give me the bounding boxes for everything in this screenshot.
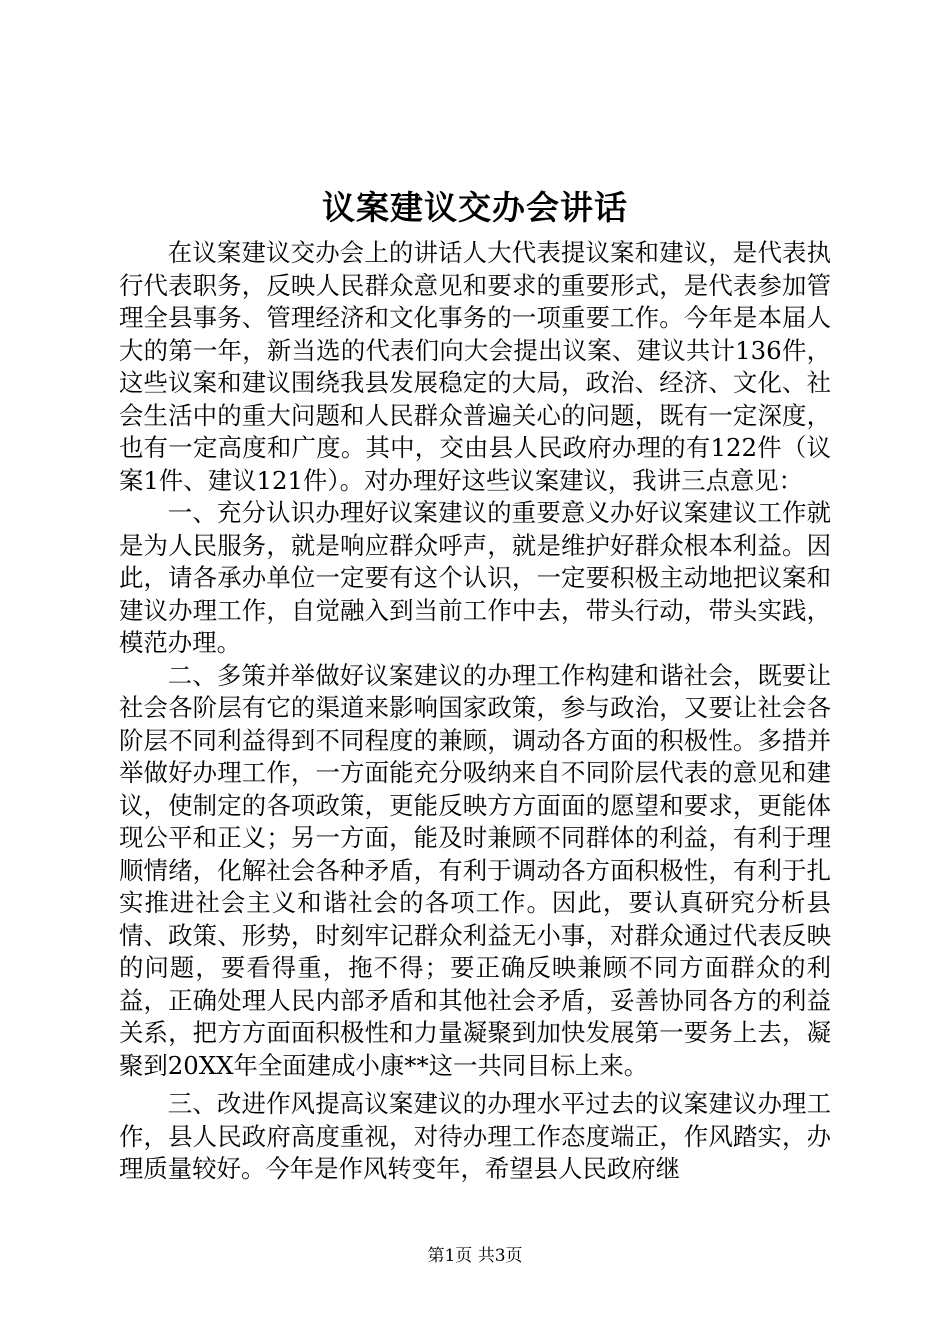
paragraph-intro: 在议案建议交办会上的讲话人大代表提议案和建议，是代表执行代表职务，反映人民群众意见和要求的重要形式，是代表参加管理全县事务、管理经济和文化事务的一项重要工作。今年是本届人大的第一年，新当选的代表们向大会提出议案、建议共计136件，这些议案和建议围绕我县发展稳定的大局，政治、经济、文化、社会生活中的重大问题和人民群众普遍关心的问题，既有一定深度，也有一定高度和广度。其中，交由县人民政府办理的有122件（议案1件、建议121件）。对办理好这些议案建议，我讲三点意见： — [119, 238, 831, 495]
document-body — [119, 237, 831, 1186]
paragraph-point-two: 二、多策并举做好议案建议的办理工作构建和谐社会，既要让社会各阶层有它的渠道来影响国家政策，参与政治，又要让社会各阶层不同利益得到不同程度的兼顾，调动各方面的积极性。多措并举做好办理工作，一方面能充分吸纳来自不同阶层代表的意见和建议，使制定的各项政策，更能反映方方面面的愿望和要求，更能体现公平和正义；另一方面，能及时兼顾不同群体的利益，有利于理顺情绪，化解社会各种矛盾，有利于调动各方面积极性，有利于扎实推进社会主义和谐社会的各项工作。因此，要认真研究分析县情、政策、形势，时刻牢记群众利益无小事，对群众通过代表反映的问题，要看得重，拖不得；要正确反映兼顾不同方面群众的利益，正确处理人民内部矛盾和其他社会矛盾，妥善协同各方的利益关系，把方方面面积极性和力量凝聚到加快发展第一要务上去，凝聚到20XX年全面建成小康**这一共同目标上来。 — [119, 660, 831, 1080]
document-title: 议案建议交办会讲话 — [322, 188, 628, 227]
paragraph-point-three: 三、改进作风提高议案建议的办理水平过去的议案建议办理工作，县人民政府高度重视，对待办理工作态度端正，作风踏实，办理质量较好。今年是作风转变年，希望县人民政府继 — [119, 1089, 831, 1183]
paragraph-point-one: 一、充分认识办理好议案建议的重要意义办好议案建议工作就是为人民服务，就是响应群众呼声，就是维护好群众根本利益。因此，请各承办单位一定要有这个认识，一定要积极主动地把议案和建议办理工作，自觉融入到当前工作中去，带头行动，带头实践，模范办理。 — [119, 498, 831, 657]
page-footer: 第1页 共3页 — [427, 1246, 523, 1266]
